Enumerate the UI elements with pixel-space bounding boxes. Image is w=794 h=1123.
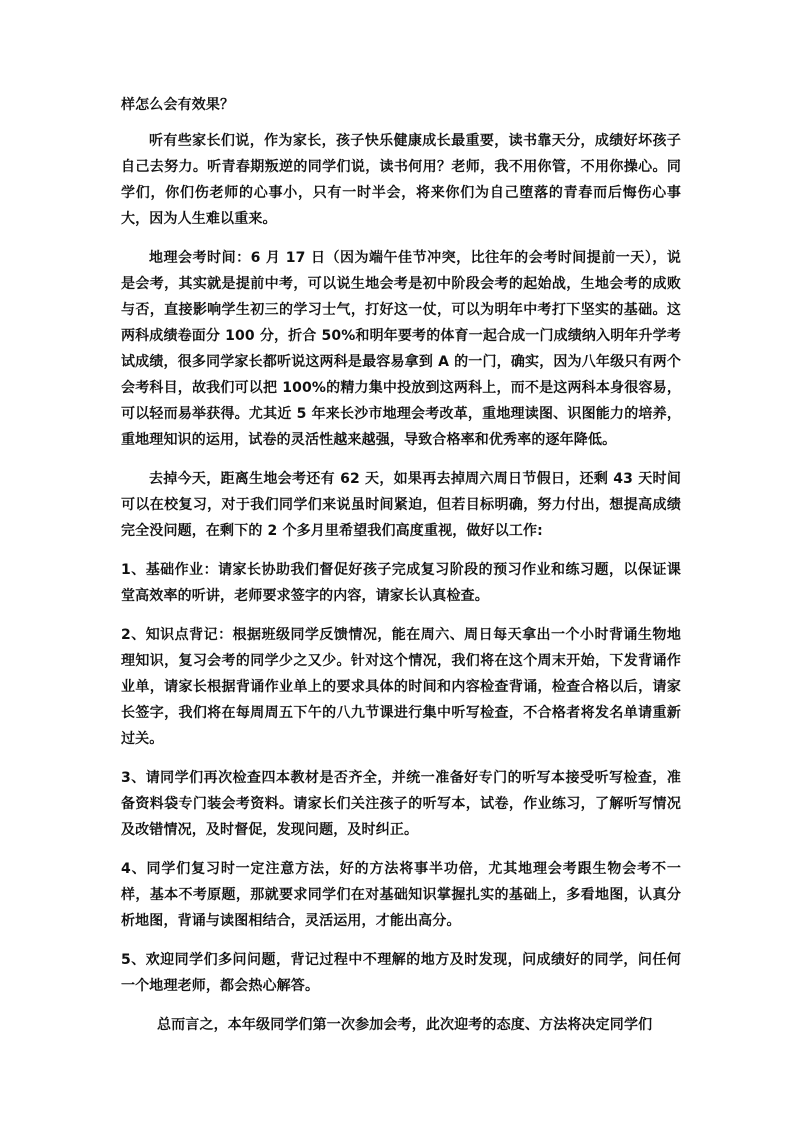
paragraph-conclusion: 总而言之，本年级同学们第一次参加会考，此次迎考的态度、方法将决定同学们 <box>157 1017 653 1033</box>
list-item-basic-homework: 1、基础作业：请家长协助我们督促好孩子完成复习阶段的预习作业和练习题，以保证课堂高效率的听讲，老师要求签字的内容，请家长认真检查。 <box>121 562 681 604</box>
document-page <box>121 92 681 1051</box>
paragraph-parents-students: 听有些家长们说，作为家长，孩子快乐健康成长最重要，读书靠天分，成绩好坏孩子自己去努力。听青春期叛逆的同学们说，读书何用？老师，我不用你管，不用你操心。同学们，你们伤老师的心事小，只有一时半会，将来你们为自己堕落的青春而后悔伤心事大，因为人生难以重来。 <box>121 133 681 227</box>
list-item-memorization: 2、知识点背记：根据班级同学反馈情况，能在周六、周日每天拿出一个小时背诵生物地理知识，复习会考的同学少之又少。针对这个情况，我们将在这个周末开始，下发背诵作业单，请家长根据背诵作业单上的要求具体的时间和内容检查背诵，检查合格以后，请家长签字，我们将在每周周五下午的八九节课进行集中听写检查，不合格者将发名单请重新过关。 <box>121 627 681 747</box>
paragraph-countdown: 去掉今天，距离生地会考还有 62 天，如果再去掉周六周日节假日，还剩 43 天时间可以在校复习，对于我们同学们来说虽时间紧迫，但若目标明确，努力付出，想提高成绩完全没问题，在剩下的 2 个多月里希望我们高度重视，做好以工作: <box>121 471 681 539</box>
list-item-textbooks: 3、请同学们再次检查四本教材是否齐全，并统一准备好专门的听写本接受听写检查，准备资料袋专门装会考资料。请家长们关注孩子的听写本，试卷，作业练习，了解听写情况及改错情况，及时督促，发现问题，及时纠正。 <box>121 770 681 838</box>
paragraph-exam-time: 地理会考时间：6 月 17 日（因为端午佳节冲突，比往年的会考时间提前一天），说是会考，其实就是提前中考，可以说生地会考是初中阶段会考的起始战，生地会考的成败与否，直接影响学生初三的学习士气，打好这一仗，可以为明年中考打下坚实的基础。这两科成绩卷面分 100 分，折合 50%和明年要考的体育一起合成一门成绩纳入明年升学考试成绩，很多同学家长都听说这两科是最容易拿到 A 的一门，确实，因为八年级只有两个会考科目，故我们可以把 100%的精力集中投放到这两科上，而不是这两科本身很容易，可以轻而易举获得。尤其近 5 年来长沙市地理会考改革，重地理读图、识图能力的培养，重地理知识的运用，试卷的灵活性越来越强，导致合格率和优秀率的逐年降低。 <box>121 250 681 448</box>
list-item-methods: 4、同学们复习时一定注意方法，好的方法将事半功倍，尤其地理会考跟生物会考不一样，基本不考原题，那就要求同学们在对基础知识掌握扎实的基础上，多看地图，认真分析地图，背诵与读图相结合，灵活运用，才能出高分。 <box>121 861 681 929</box>
list-item-questions: 5、欢迎同学们多问问题，背记过程中不理解的地方及时发现，问成绩好的同学，问任何一个地理老师，都会热心解答。 <box>121 952 681 994</box>
paragraph-continuation: 样怎么会有效果？ <box>121 97 235 113</box>
